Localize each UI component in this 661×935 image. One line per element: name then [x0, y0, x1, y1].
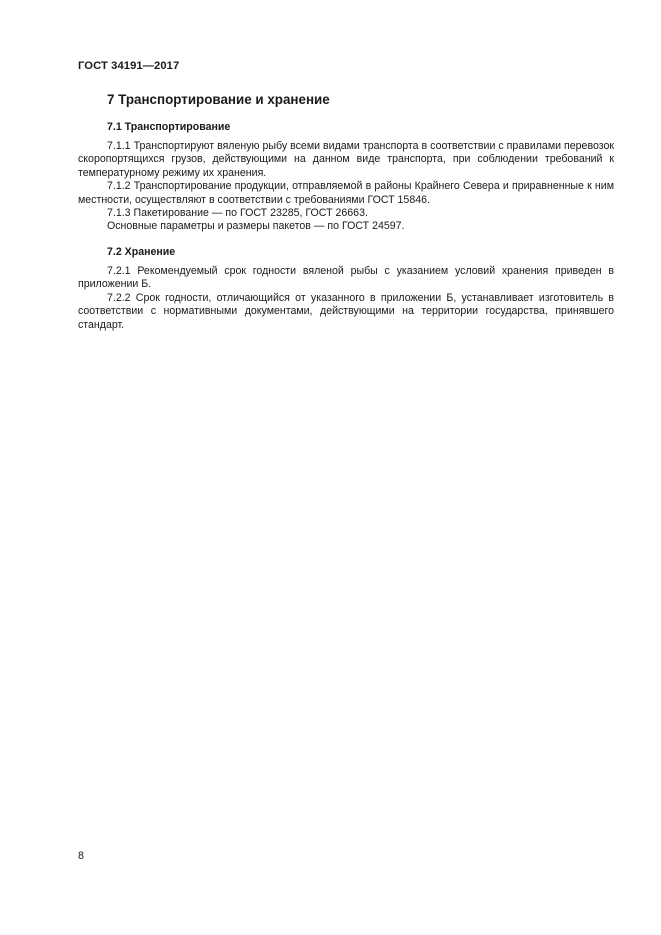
- subsection-title-storage: 7.2 Хранение: [107, 246, 176, 258]
- paragraph-packet-params: Основные параметры и размеры пакетов — по ГОСТ 24597.: [107, 220, 405, 233]
- storage-paragraphs: [78, 265, 614, 332]
- document-id-header: ГОСТ 34191—2017: [78, 60, 180, 72]
- transport-paragraphs: [78, 140, 614, 234]
- page-number: 8: [78, 850, 84, 862]
- subsection-title-transport: 7.1 Транспортирование: [107, 121, 231, 133]
- paragraph-7-1-1: 7.1.1 Транспортируют вяленую рыбу всеми видами транспорта в соответствии с правилами перевозок скоропортящихся грузов, действующими на данном виде транспорта, при соблюдении требований к температурному режиму их хранения.: [78, 140, 614, 179]
- paragraph-7-1-2: 7.1.2 Транспортирование продукции, отправляемой в районы Крайнего Севера и приравненные к ним местности, осуществляют в соответствии с требованиями ГОСТ 15846.: [78, 180, 614, 206]
- paragraph-7-2-2: 7.2.2 Срок годности, отличающийся от указанного в приложении Б, устанавливает изготовитель в соответствии с нормативными документами, действующими на территории государства, принявшего стандарт.: [78, 291, 614, 331]
- section-title: 7 Транспортирование и хранение: [107, 92, 330, 107]
- paragraph-7-2-1: 7.2.1 Рекомендуемый срок годности вяленой рыбы с указанием условий хранения приведен в приложении Б.: [78, 265, 614, 291]
- paragraph-7-1-3: 7.1.3 Пакетирование — по ГОСТ 23285, ГОСТ 26663.: [107, 207, 368, 220]
